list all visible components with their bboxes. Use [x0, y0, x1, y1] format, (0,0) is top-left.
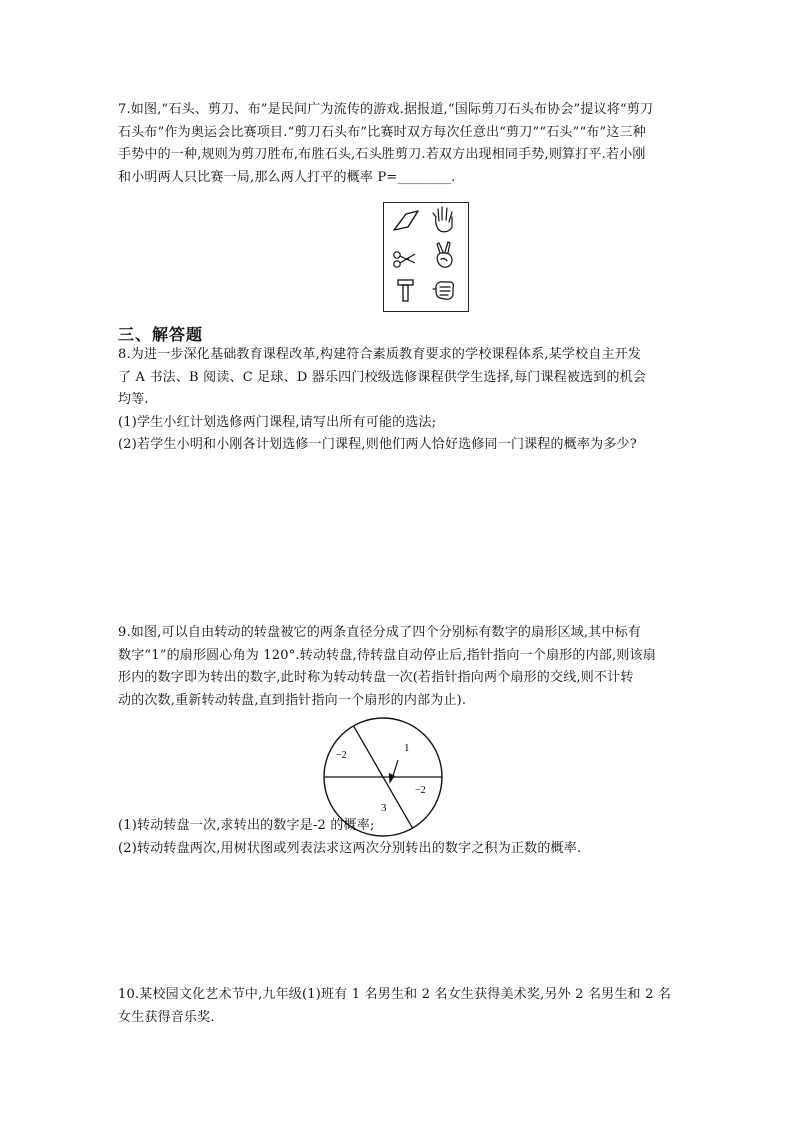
question-10-line: 女生获得音乐奖. — [118, 1009, 215, 1025]
question-10-line: 10.某校园文化艺术节中,九年级(1)班有 1 名男生和 2 名女生获得美术奖,另外 2 名男生和 2 名 — [118, 987, 672, 1002]
question-9 — [118, 622, 688, 712]
question-7-line: 石头布”作为奥运会比赛项目.“剪刀石头布”比赛时双方每次任意出“剪刀”“石头”“布”这三种 — [118, 124, 646, 140]
fist-icon — [433, 282, 453, 300]
question-9-line: 形内的数字即为转出的数字,此时称为转动转盘一次(若指针指向两个扇形的交线,则不计转 — [118, 670, 634, 685]
question-9-line: 动的次数,重新转动转盘,直到指针指向一个扇形的内部为止). — [118, 692, 467, 708]
question-8-subquestion: (1)学生小红计划选修两门课程,请写出所有可能的选法; — [118, 414, 437, 430]
question-7-line: 和小明两人只比赛一局,那么两人打平的概率 P=________. — [118, 169, 456, 185]
question-9-line: 数字“1”的扇形圆心角为 120°.转动转盘,待转盘自动停止后,指针指向一个扇形的内部,则该扇 — [118, 647, 656, 663]
question-9-subquestion: (2)转动转盘两次,用树状图或列表法求这两次分别转出的数字之积为正数的概率. — [118, 840, 582, 856]
open-hand-icon — [433, 207, 452, 232]
question-10 — [118, 984, 688, 1029]
question-8 — [118, 344, 688, 457]
question-9-subquestion: (1)转动转盘一次,求转出的数字是-2 的概率; — [118, 818, 375, 833]
sector-label-1: 1 — [404, 742, 410, 754]
question-9-subquestions — [118, 815, 688, 860]
hand-gesture-figure — [383, 202, 469, 312]
paper-icon — [394, 211, 418, 230]
sector-label-left: −2 — [336, 750, 347, 761]
section-heading: 三、解答题 — [118, 325, 204, 344]
question-7 — [118, 99, 688, 189]
question-8-line: 了 A 书法、B 阅读、C 足球、D 器乐四门校级选修课程供学生选择,每门课程被选到的机会 — [118, 369, 647, 385]
scissors-icon — [394, 252, 415, 267]
question-7-line: 7.如图,“石头、剪刀、布”是民间广为流传的游戏.据报道,“国际剪刀石头布协会”提议将“剪刀 — [118, 102, 654, 117]
question-9-line: 9.如图,可以自由转动的转盘被它的两条直径分成了四个分别标有数字的扇形区域,其中标有 — [118, 625, 642, 640]
question-8-line: 均等. — [118, 392, 149, 407]
question-7-line: 手势中的一种,规则为剪刀胜布,布胜石头,石头胜剪刀.若双方出现相同手势,则算打平.若小刚 — [118, 147, 646, 162]
sector-label-3: 3 — [381, 802, 387, 814]
question-8-subquestion: (2)若学生小明和小刚各计划选修一门课程,则他们两人恰好选修同一门课程的概率为多少? — [118, 437, 637, 452]
question-8-line: 8.为进一步深化基础教育课程改革,构建符合素质教育要求的学校课程体系,某学校自主开发 — [118, 347, 642, 362]
sector-label-right: −2 — [415, 785, 426, 796]
hammer-icon — [398, 280, 413, 301]
victory-hand-icon — [437, 242, 452, 267]
